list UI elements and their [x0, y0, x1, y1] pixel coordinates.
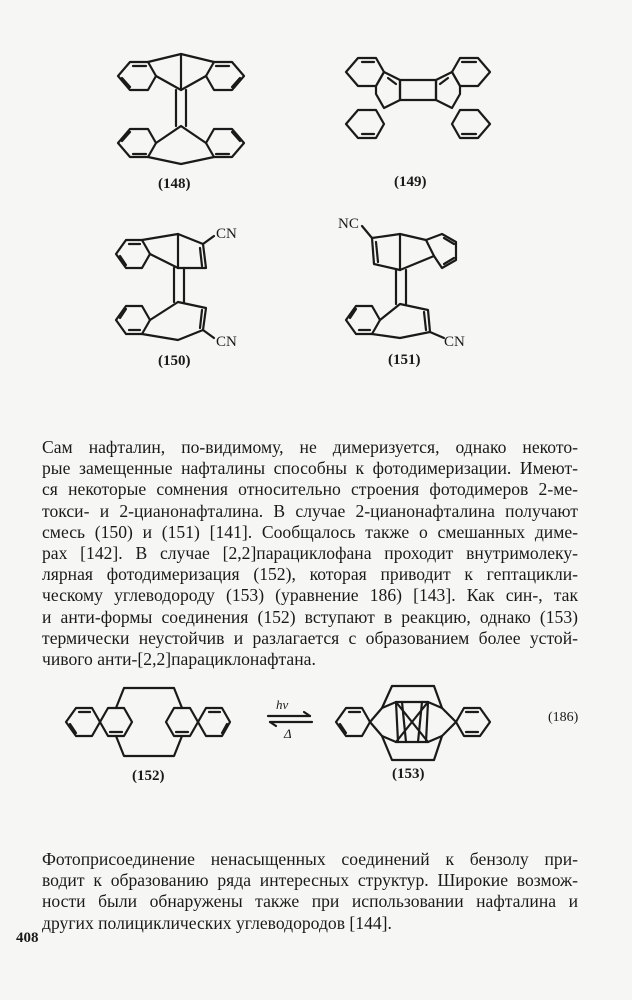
text-line: рые замещенные нафталины способны к фотодимеризации. Имеют-	[42, 458, 578, 479]
text-line: термически неустойчив и разлагается с образованием более устой-	[42, 627, 578, 648]
text-line: водит к образованию ряда интересных структур. Широкие возмож-	[42, 870, 578, 891]
text-line: ся некоторые сомнения относительно строения фотодимеров 2-ме-	[42, 479, 578, 500]
cn-group-top: CN	[216, 226, 237, 242]
text-line: смесь (150) и (151) [141]. Сообщалось также о смешанных диме-	[42, 521, 578, 542]
text-line: лярная фотодимеризация (152), которая приводит к гептацикли-	[42, 564, 578, 585]
cn-group-bottom-151: CN	[444, 334, 465, 350]
label-148: (148)	[158, 176, 191, 192]
arrow-label-delta: Δ	[284, 726, 292, 741]
equation-number: (186)	[548, 710, 579, 725]
arrow-label-hv: hν	[276, 697, 289, 712]
paragraph-2	[42, 849, 578, 934]
text-line: рах [142]. В случае [2,2]парациклофана проходит внутримолеку-	[42, 543, 578, 564]
paragraph-1	[42, 437, 578, 670]
text-line: ческому углеводороду (153) (уравнение 186) [143]. Как син-, так	[42, 585, 578, 606]
page-number: 408	[16, 930, 39, 946]
text-line: чивого анти-[2,2]парациклонафтана.	[42, 649, 316, 670]
text-line: токси- и 2-цианонафталина. В случае 2-цианонафталина получают	[42, 500, 578, 521]
structure-148	[108, 48, 258, 173]
structure-153	[332, 680, 502, 775]
text-line: и анти-формы соединения (152) вступают в реакцию, однако (153)	[42, 606, 578, 627]
label-150: (150)	[158, 353, 191, 369]
label-149: (149)	[394, 174, 427, 190]
label-153: (153)	[392, 766, 425, 782]
structure-149	[338, 50, 498, 165]
text-line: Фотоприсоединение ненасыщенных соединений к бензолу при-	[42, 849, 578, 869]
structure-150	[108, 222, 258, 350]
cn-group-bottom: CN	[216, 334, 237, 350]
text-line: других полициклических углеводородов [144].	[42, 912, 392, 933]
equilibrium-arrows	[264, 712, 316, 726]
text-line: Сам нафталин, по-видимому, не димеризуется, однако некото-	[42, 437, 578, 457]
label-151: (151)	[388, 352, 421, 368]
structure-151	[338, 212, 488, 350]
text-line: ности были обнаружены также при использовании нафталина и	[42, 891, 578, 912]
nc-group-top: NC	[338, 216, 359, 232]
label-152: (152)	[132, 768, 165, 784]
structure-152	[62, 680, 252, 775]
